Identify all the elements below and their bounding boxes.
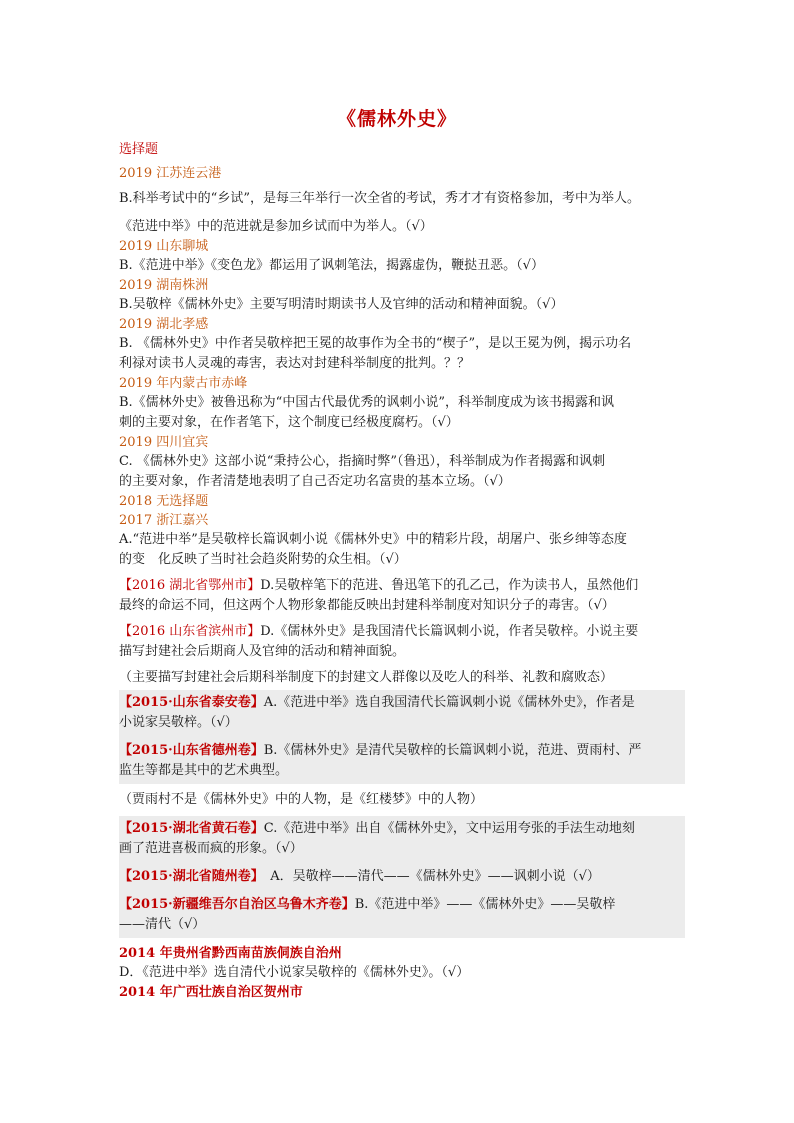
answer-line: 利禄对读书人灵魂的毒害，表达对封建科举制度的批判。？？ bbox=[119, 356, 471, 371]
answer-line: B.吴敬梓《儒林外史》主要写明清时期读书人及官绅的活动和精神面貌。（√） bbox=[119, 297, 564, 312]
source-label: 2019 山东聊城 bbox=[119, 239, 209, 254]
source-label: 2018 无选择题 bbox=[119, 494, 209, 509]
source-tag: 【2015·湖北省随州卷】 bbox=[119, 869, 258, 884]
source-label: 2017 浙江嘉兴 bbox=[119, 513, 209, 528]
answer-line: B.《范进中举》《变色龙》都运用了讽刺笔法，揭露虚伪，鞭挞丑恶。（√） bbox=[119, 258, 544, 273]
source-label: 2019 江苏连云港 bbox=[119, 166, 222, 181]
answer-text: D.《儒林外史》是我国清代长篇讽刺小说，作者吴敬梓。小说主要 bbox=[260, 624, 639, 639]
answer-line: 描写封建社会后期商人及官绅的活动和精神面貌。 bbox=[119, 644, 406, 659]
answer-text: B.《儒林外史》是清代吴敬梓的长篇讽刺小说，范进、贾雨村、严 bbox=[263, 743, 642, 758]
answer-line: ——清代（√） bbox=[119, 917, 206, 932]
source-tag: 【2016 山东省滨州市】 bbox=[119, 624, 261, 639]
tagged-answer bbox=[119, 819, 685, 839]
shaded-block bbox=[119, 816, 685, 938]
tagged-answer bbox=[119, 895, 685, 915]
source-tag: 【2016 湖北省鄂州市】 bbox=[119, 578, 261, 593]
source-tag: 【2015·山东省德州卷】 bbox=[119, 743, 264, 758]
note: （主要描写封建社会后期科举制度下的封建文人群像以及吃人的科举、礼教和腐败态） bbox=[119, 670, 614, 685]
tagged-answer bbox=[119, 867, 685, 887]
tagged-answer bbox=[119, 622, 685, 642]
source-label: 2014 年广西壮族自治区贺州市 bbox=[119, 985, 303, 1000]
answer-line: 的主要对象，作者清楚地表明了自己否定功名富贵的基本立场。（√） bbox=[119, 474, 511, 489]
note: （贾雨村不是《儒林外史》中的人物，是《红楼梦》中的人物） bbox=[119, 792, 484, 807]
answer-text: A．吴敬梓——清代——《儒林外史》——讽刺小说（√） bbox=[257, 869, 600, 884]
answer-line: 《范进中举》中的范进就是参加乡试而中为举人。（√） bbox=[119, 219, 433, 234]
tagged-answer bbox=[119, 693, 685, 713]
shaded-block bbox=[119, 690, 685, 784]
answer-line: A.“范进中举”是吴敬梓长篇讽刺小说《儒林外史》中的精彩片段，胡屠户、张乡绅等态度 bbox=[119, 532, 627, 547]
answer-line: 监生等都是其中的艺术典型。 bbox=[119, 763, 289, 778]
source-tag: 【2015·山东省泰安卷】 bbox=[119, 695, 264, 710]
answer-line: 最终的命运不同，但这两个人物形象都能反映出封建科举制度对知识分子的毒害。（√） bbox=[119, 598, 615, 613]
answer-text: A.《范进中举》选自我国清代长篇讽刺小说《儒林外史》，作者是 bbox=[263, 695, 635, 710]
answer-line: C. 《儒林外史》这部小说“秉持公心，指摘时弊”（鲁迅），科举制成为作者揭露和讽刺 bbox=[119, 454, 606, 469]
answer-line: 小说家吴敬梓。（√） bbox=[119, 715, 238, 730]
answer-line: 画了范进喜极而疯的形象。（√） bbox=[119, 841, 303, 856]
source-tag: 【2015·湖北省黄石卷】 bbox=[119, 821, 264, 836]
source-label: 2019 湖南株洲 bbox=[119, 278, 209, 293]
source-tag: 【2015·新疆维吾尔自治区乌鲁木齐卷】 bbox=[119, 897, 355, 912]
source-label: 2019 湖北孝感 bbox=[119, 317, 209, 332]
answer-line: B.科举考试中的“乡试”，是每三年举行一次全省的考试，秀才才有资格参加，考中为举人。 bbox=[119, 191, 640, 206]
tagged-answer bbox=[119, 741, 685, 761]
section-heading: 选择题 bbox=[119, 142, 159, 157]
answer-line: 刺的主要对象，在作者笔下，这个制度已经极度腐朽。（√） bbox=[119, 415, 459, 430]
page-title: 《儒林外史》 bbox=[336, 108, 457, 130]
answer-line: D．《范进中举》选自清代小说家吴敬梓的《儒林外史》。（√） bbox=[119, 965, 470, 980]
answer-text: D.吴敬梓笔下的范进、鲁迅笔下的孔乙己，作为读书人，虽然他们 bbox=[260, 578, 639, 593]
source-label: 2019 年内蒙古市赤峰 bbox=[119, 376, 248, 391]
answer-text: B.《范进中举》——《儒林外史》——吴敬梓 bbox=[354, 897, 616, 912]
answer-line: 的变 化反映了当时社会趋炎附势的众生相。（√） bbox=[119, 552, 407, 567]
answer-text: C.《范进中举》出自《儒林外史》，文中运用夸张的手法生动地刻 bbox=[263, 821, 635, 836]
tagged-answer bbox=[119, 576, 685, 596]
answer-line: B.《儒林外史》被鲁迅称为“中国古代最优秀的讽刺小说”，科举制度成为该书揭露和讽 bbox=[119, 395, 614, 410]
question-list bbox=[119, 164, 685, 1002]
answer-line: B. 《儒林外史》中作者吴敬梓把王冕的故事作为全书的“楔子”，是以王冕为例，揭示功名 bbox=[119, 336, 632, 351]
source-label: 2019 四川宜宾 bbox=[119, 435, 209, 450]
source-label: 2014 年贵州省黔西南苗族侗族自治州 bbox=[119, 946, 342, 961]
